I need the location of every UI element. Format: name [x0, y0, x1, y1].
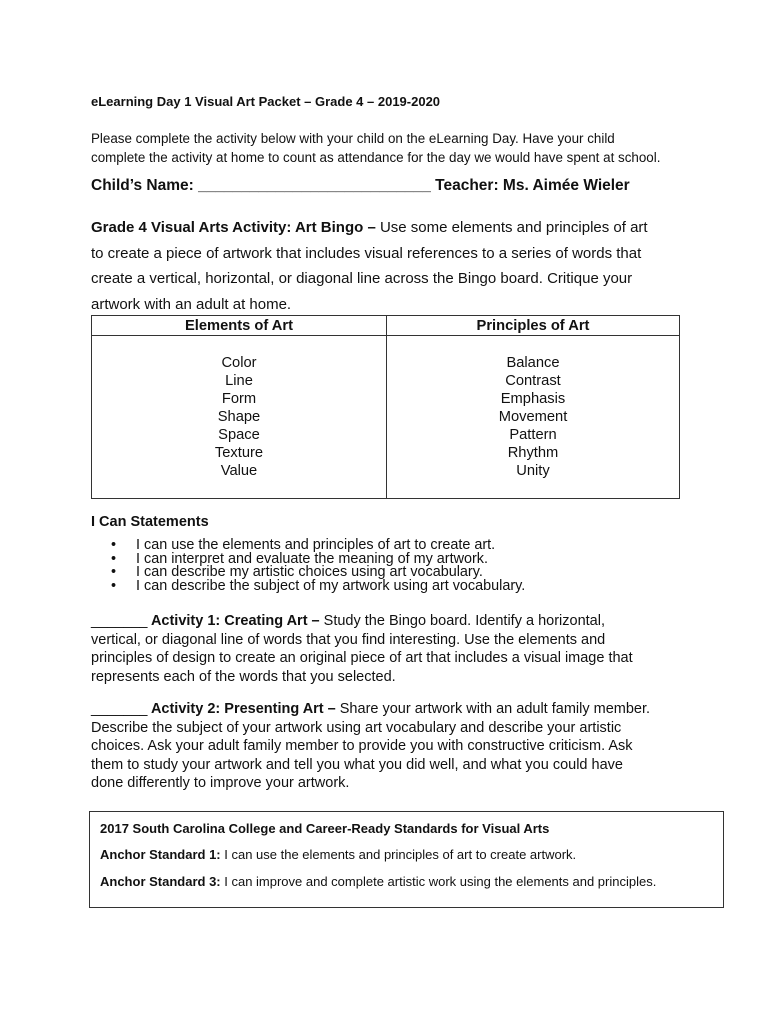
- ican-list: [91, 539, 525, 593]
- principle-item: Contrast: [505, 373, 561, 389]
- activity-1-blank: _______: [91, 613, 148, 629]
- activity-intro-bold: Grade 4 Visual Arts Activity: Art Bingo –: [91, 219, 376, 236]
- activity-2-blank: _______: [91, 701, 148, 717]
- child-name-label: Child’s Name:: [91, 177, 194, 194]
- principle-item: Movement: [498, 409, 568, 425]
- activity-intro-line-1: Use some elements and principles of art: [375, 219, 648, 236]
- principle-item: Unity: [516, 463, 550, 479]
- principle-item: Pattern: [509, 427, 557, 443]
- element-item: Color: [221, 355, 257, 371]
- list-item: • I can describe my artistic choices using art vocabulary.: [111, 564, 483, 580]
- activity-2: _______ Activity 2: Presenting Art – Share your artwork with an adult family member. Describe the subject of your artwork using art vocabulary and describe your artistic choices. Ask your adult family member to provide you with constructive criticism. Ask them to study your artwork and tell you what you did well, and what you could have done differently to improve your artwork.: [91, 701, 651, 791]
- activity-1: _______ Activity 1: Creating Art – Study the Bingo board. Identify a horizontal, vertical, or diagonal line of words that you find interesting. Use the elements and principles of design to create an original piece of art that includes a visual image that represents each of the words that you selected.: [91, 613, 633, 685]
- anchor-standard-3: Anchor Standard 3: I can improve and complete artistic work using the elements and principles.: [100, 874, 657, 889]
- student-info-line: [91, 177, 630, 195]
- element-item: Space: [218, 427, 260, 443]
- element-item: Texture: [214, 445, 264, 461]
- element-item: Shape: [217, 409, 261, 425]
- bullet-icon: •: [111, 537, 117, 553]
- principle-item: Balance: [506, 355, 560, 371]
- elements-header: Elements of Art: [92, 316, 387, 336]
- intro-paragraph: [91, 129, 711, 167]
- activity-intro-line-3: create a vertical, horizontal, or diagonal line across the Bingo board. Critique your: [91, 270, 633, 287]
- page-title: eLearning Day 1 Visual Art Packet – Grade 4 – 2019-2020: [91, 94, 441, 109]
- intro-line-1: Please complete the activity below with your child on the eLearning Day. Have your child: [91, 131, 615, 146]
- bullet-icon: •: [111, 577, 117, 594]
- list-item: • I can use the elements and principles of art to create art.: [111, 537, 496, 553]
- activity-intro: [91, 215, 691, 317]
- activity-1-title: Activity 1: Creating Art –: [147, 613, 320, 629]
- bullet-icon: •: [111, 550, 117, 567]
- element-item: Value: [220, 463, 258, 479]
- principles-column: [387, 336, 680, 499]
- list-item: • I can interpret and evaluate the meaning of my artwork.: [111, 550, 488, 567]
- ican-heading: I Can Statements: [91, 514, 209, 530]
- art-bingo-table: [91, 315, 680, 499]
- standards-title: 2017 South Carolina College and Career-Ready Standards for Visual Arts: [100, 821, 550, 836]
- principles-header: Principles of Art: [387, 316, 680, 336]
- activity-intro-line-4: artwork with an adult at home.: [91, 295, 292, 313]
- element-item: Line: [225, 373, 253, 389]
- child-name-blank: ___________________________: [198, 177, 431, 194]
- activity-2-title: Activity 2: Presenting Art –: [147, 701, 336, 717]
- activity-intro-line-2: to create a piece of artwork that includes visual references to a series of words that: [91, 244, 642, 262]
- intro-line-2: complete the activity at home to count as attendance for the day we would have spent at school.: [91, 150, 661, 165]
- bullet-icon: •: [111, 564, 117, 580]
- teacher-label: Teacher: Ms. Aimée Wieler: [435, 177, 630, 194]
- elements-column: [92, 336, 387, 499]
- anchor-standard-1: Anchor Standard 1: I can use the elements and principles of art to create artwork.: [100, 847, 577, 862]
- element-item: Form: [221, 391, 257, 407]
- standards-box: [89, 811, 724, 908]
- list-item: • I can describe the subject of my artwork using art vocabulary.: [111, 577, 526, 594]
- principle-item: Emphasis: [500, 391, 566, 407]
- principle-item: Rhythm: [507, 445, 559, 461]
